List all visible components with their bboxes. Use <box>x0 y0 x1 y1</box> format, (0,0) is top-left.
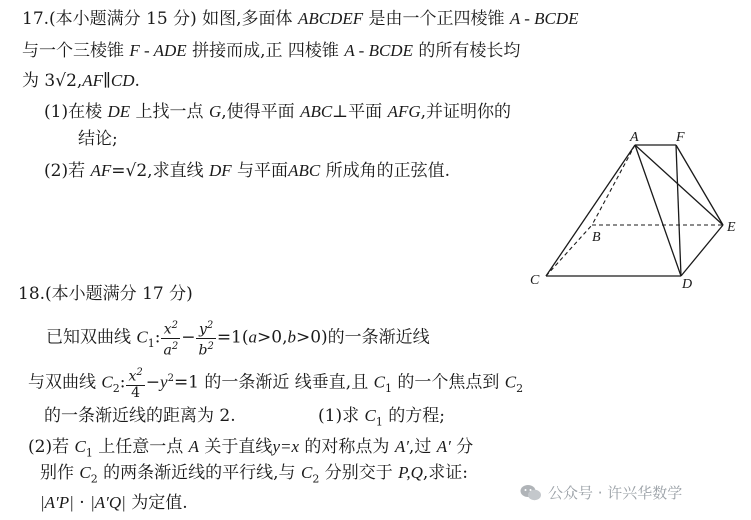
p18-text: 上任意一点 <box>92 437 189 457</box>
parallel-expr: AF∥CD <box>82 71 135 90</box>
polyhedron-figure <box>520 128 750 293</box>
q1-text: ⊥平面 <box>332 102 388 122</box>
p17-header: 17.(本小题满分 15 分) 如图,多面体 <box>22 9 298 29</box>
subscript: 1 <box>384 382 392 396</box>
p18-text: 别作 <box>40 463 80 483</box>
edge-FE <box>676 145 723 225</box>
curve-c1: C <box>373 372 385 392</box>
curve-c1: C <box>136 327 148 347</box>
var-a: a <box>163 342 172 359</box>
point-A-prime: A′ <box>436 437 451 456</box>
minus: − <box>181 327 196 348</box>
label-E: E <box>727 220 736 235</box>
pyramid-name: A - BCDE <box>344 41 413 60</box>
p18-line3 <box>44 405 236 427</box>
p18-q1 <box>318 405 445 433</box>
label-B: B <box>592 230 601 245</box>
p18-text: 关于直线 <box>199 437 273 457</box>
sup-2: 2 <box>171 340 179 352</box>
p18-text: 分别交于 <box>319 463 399 483</box>
label-D: D <box>682 277 693 292</box>
var-x: x <box>128 368 137 385</box>
sqrt-expr: √2 <box>55 71 77 91</box>
minus: − <box>145 372 161 393</box>
pyramid-name: A - BCDE <box>509 9 579 28</box>
p18-line2 <box>28 364 523 404</box>
q1-text: ,使得平面 <box>221 102 301 122</box>
p18-text: >0)的一条渐近线 <box>295 327 430 348</box>
sup-2: 2 <box>206 320 214 331</box>
subscript: 1 <box>375 415 383 429</box>
q2-var: DF <box>208 161 232 180</box>
q2-text: 所成角的正弦值. <box>320 161 450 181</box>
p18-text: : <box>154 327 161 348</box>
p18-text: =1 的一条渐近 线垂直,且 <box>173 372 374 393</box>
point-A-prime: A′ <box>394 437 409 456</box>
q2-text: (2)若 <box>44 161 91 181</box>
sup-2: 2 <box>171 320 178 331</box>
q2-var: AF <box>90 161 112 180</box>
fraction-y2-b2 <box>196 318 215 358</box>
p18-text: 的对称点为 <box>299 437 395 457</box>
edge-CB <box>546 225 592 276</box>
q2-var: ABC <box>288 161 321 180</box>
p18-line6 <box>40 492 188 514</box>
edge-AD <box>635 145 681 276</box>
p18-text: : <box>119 372 126 393</box>
var-a: a <box>248 327 258 347</box>
p18-line1 <box>46 318 430 359</box>
q2-text: 与平面 <box>231 161 289 181</box>
subscript: 1 <box>85 446 93 460</box>
edge-AB <box>592 145 635 225</box>
wechat-icon <box>520 484 542 502</box>
watermark <box>520 482 682 503</box>
points-PQ: P,Q <box>398 463 423 482</box>
sup-2: 2 <box>167 373 174 384</box>
subscript: 2 <box>112 382 120 396</box>
tetra-name: F - ADE <box>129 41 187 60</box>
curve-c2: C <box>300 463 313 482</box>
p17-q1 <box>44 101 511 123</box>
q1-text: (1)求 <box>318 406 365 426</box>
p18-text: 为定值. <box>125 493 188 513</box>
p17-text: . <box>134 71 140 91</box>
p17-text: 拼接而成,正 四棱锥 <box>186 41 345 61</box>
q1-text: 上找一点 <box>130 102 209 122</box>
q1-var: G <box>208 102 222 121</box>
edge-DE <box>681 225 723 276</box>
q1-text: 的方程; <box>382 406 445 426</box>
label-F: F <box>676 130 685 145</box>
p17-text: 为 3 <box>22 71 56 91</box>
p18-text: 与双曲线 <box>28 372 102 393</box>
p17-line3 <box>22 70 140 92</box>
q2-text: ,求直线 <box>147 161 209 181</box>
edge-FD <box>676 145 681 276</box>
q1-var: DE <box>107 102 131 121</box>
p17-q2 <box>44 160 450 182</box>
subscript: 2 <box>90 472 98 486</box>
q1-text: ,并证明你的 <box>420 102 512 122</box>
p18-line4 <box>28 436 473 464</box>
p18-text: 的两条渐近线的平行线,与 <box>97 463 301 483</box>
curve-c2: C <box>504 372 517 392</box>
p17-text: 是由一个正四棱锥 <box>363 9 510 29</box>
label-C: C <box>530 273 540 288</box>
line-y-eq-x: y=x <box>272 437 299 456</box>
var-b: b <box>287 327 296 347</box>
abs-AP: |A′P| <box>40 493 74 512</box>
curve-c2: C <box>101 372 113 392</box>
p18-text: ,过 <box>408 437 437 457</box>
p18-text: =1( <box>216 327 249 348</box>
fraction-x2-a2 <box>161 318 180 358</box>
poly-name: ABCDEF <box>297 9 364 28</box>
edge-AC <box>546 145 635 276</box>
p17-line1 <box>22 8 579 30</box>
point-A: A <box>188 437 200 456</box>
var-b: b <box>198 342 208 359</box>
subscript: 1 <box>147 337 155 351</box>
p18-line5 <box>40 462 468 490</box>
subscript: 2 <box>312 472 320 486</box>
var-x: x <box>163 321 172 338</box>
p18-header <box>18 283 193 305</box>
subscript: 2 <box>516 382 524 396</box>
q1-var: ABC <box>300 102 333 121</box>
q1-var: AFG <box>387 102 421 121</box>
q2-text: =√2 <box>111 161 148 181</box>
p18-text: ,求证: <box>422 463 468 483</box>
watermark-text: 公众号 · 许兴华数学 <box>548 484 683 502</box>
p18-text: 已知双曲线 <box>46 327 137 348</box>
p18-text: 的一个焦点到 <box>391 372 505 393</box>
sup-2: 2 <box>207 340 214 352</box>
fraction-x2-4 <box>126 365 144 401</box>
p18-text: >0, <box>257 327 288 348</box>
q1-text: 结论; <box>78 129 118 149</box>
p18-text: (2)若 <box>28 437 75 457</box>
p18-header-text: 18.(本小题满分 17 分) <box>18 284 193 304</box>
q1-text: (1)在棱 <box>44 102 108 122</box>
p17-text: 的所有棱长均 <box>412 41 521 61</box>
p17-text: , <box>76 71 83 91</box>
p18-text: 分 <box>450 437 474 457</box>
p17-line2 <box>22 40 520 62</box>
curve-c1: C <box>364 406 376 425</box>
var-y: y <box>198 321 207 338</box>
dot: · <box>73 493 91 513</box>
abs-AQ: |A′Q| <box>90 493 126 512</box>
denominator-4: 4 <box>131 384 141 401</box>
p18-text: 的一条渐近线的距离为 2. <box>44 406 236 426</box>
label-A: A <box>630 130 639 145</box>
curve-c1: C <box>74 437 86 456</box>
sup-2: 2 <box>136 367 143 379</box>
curve-c2: C <box>79 463 91 482</box>
p17-text: 与一个三棱锥 <box>22 41 130 61</box>
p17-q1-cont <box>78 128 118 150</box>
var-y: y <box>160 372 168 392</box>
